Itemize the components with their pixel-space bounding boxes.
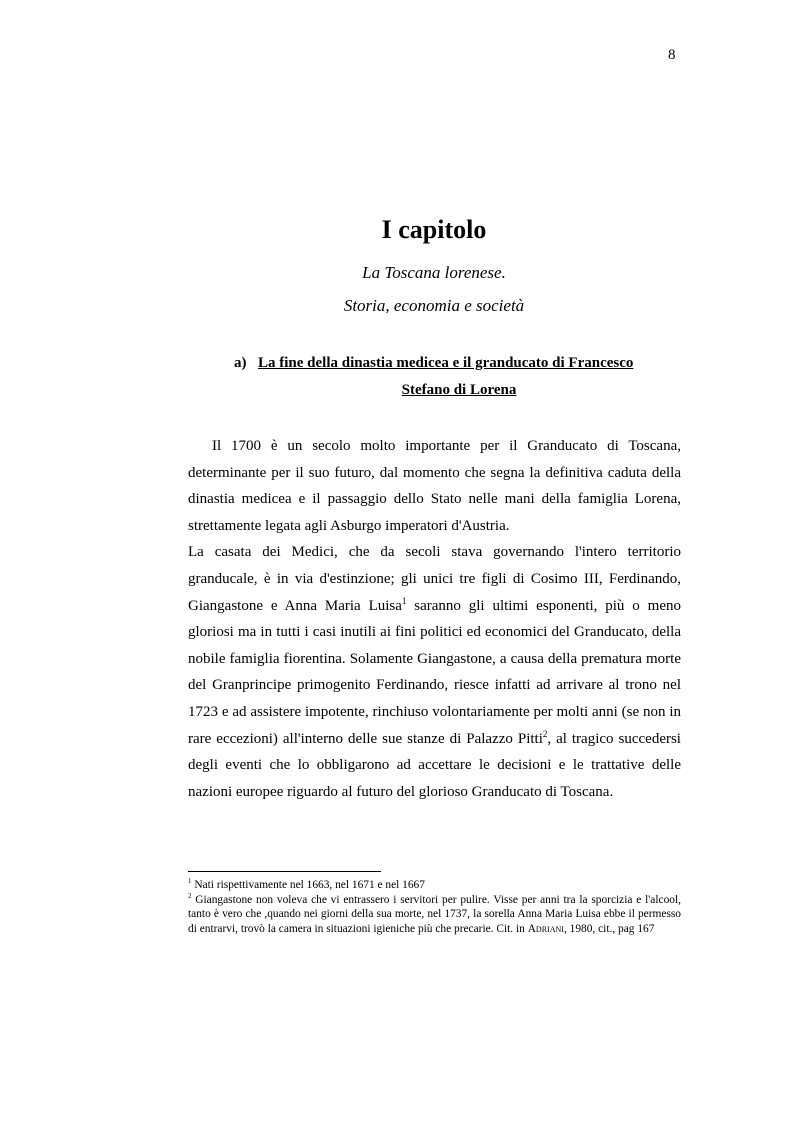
section-heading-line-1: La fine della dinastia medicea e il granducato di Francesco (258, 355, 634, 371)
paragraph-2 (188, 539, 681, 805)
section-marker: a) (234, 355, 247, 371)
paragraph-2-part-a: La casata dei Medici, che da secoli stava governando l'intero territorio granducale, è in via d'estinzione; gli unici tre figli di Cosimo III, Ferdinando, Giangastone e Anna Maria Luisa (188, 544, 681, 614)
chapter-subtitle-1: La Toscana lorenese. (362, 263, 506, 282)
footnote-1-text: Nati rispettivamente nel 1663, nel 1671 e nel 1667 (191, 879, 425, 891)
footnotes (188, 878, 681, 936)
footnote-1 (188, 878, 681, 893)
chapter-title: I capitolo (381, 215, 487, 244)
page-number: 8 (668, 47, 676, 63)
paragraph-1: Il 1700 è un secolo molto importante per il Granducato di Toscana, determinante per il suo futuro, dal momento che segna la definitiva caduta della dinastia medicea e il passaggio dello Stato nelle mani della famiglia Lorena, strettamente legata agli Asburgo imperatori d'Austria. (188, 438, 681, 534)
body-text (188, 433, 681, 805)
footnote-ref-2: 2 (542, 728, 548, 739)
footnote-2-number: 2 (188, 891, 192, 900)
chapter-subtitle-2: Storia, economia e società (343, 296, 525, 315)
section-heading-line-2: Stefano di Lorena (401, 382, 517, 398)
footnote-2-text-b: , 1980, cit., pag 167 (563, 922, 655, 935)
footnote-2-author: Adriani (527, 922, 564, 935)
footnote-2 (188, 893, 681, 937)
footnote-ref-1: 1 (401, 595, 407, 606)
footnote-1-number: 1 (188, 877, 192, 886)
footnote-divider (188, 871, 381, 872)
paragraph-2-part-b: saranno gli ultimi esponenti, più o meno gloriosi ma in tutti i casi inutili ai fini politici ed economici del Granducato, della nobile famiglia fiorentina. Solamente Giangastone, a causa della prematura morte del Granprincipe primogenito Ferdinando, riesce infatti ad arrivare al trono nel 1723 e ad assistere impotente, rinchiuso volontariamente per molti anni (se non in rare eccezioni) all'interno delle sue stanze di Palazzo Pitti (188, 597, 681, 747)
footnote-2-text-a: Giangastone non voleva che vi entrassero i servitori per pulire. Visse per anni tra la sporcizia e l'alcool, tanto è vero che ,quando nei giorni della sua morte, nel 1737, la sorella Anna Maria Luisa ebbe il permesso di entrarvi, trovò la camera in situazioni igieniche più che precarie. Cit. in (188, 893, 681, 935)
paragraph-2-part-c: , al tragico succedersi degli eventi che lo obbligarono ad accettare le decisioni e le trattative delle nazioni europee riguardo al futuro del glorioso Granducato di Toscana. (188, 730, 681, 800)
